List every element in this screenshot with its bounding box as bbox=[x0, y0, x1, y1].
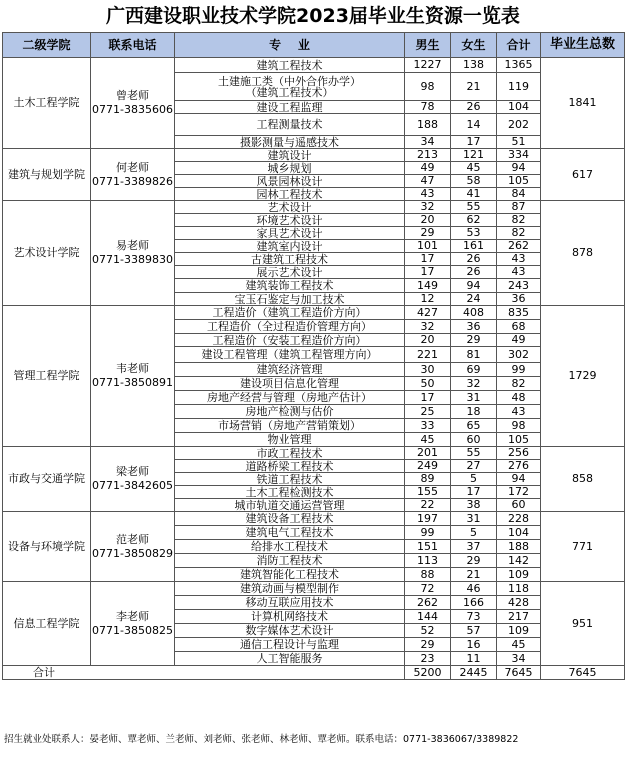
summary-empty bbox=[175, 666, 405, 680]
summary-label: 合计 bbox=[3, 666, 91, 680]
male-count: 29 bbox=[405, 227, 451, 240]
male-count: 78 bbox=[405, 101, 451, 114]
major-total: 188 bbox=[497, 540, 541, 554]
female-count: 73 bbox=[451, 610, 497, 624]
major-total: 243 bbox=[497, 279, 541, 293]
female-count: 36 bbox=[451, 320, 497, 334]
male-count: 149 bbox=[405, 279, 451, 293]
contact-name: 易老师 bbox=[116, 239, 149, 252]
header-total: 合计 bbox=[497, 33, 541, 58]
female-count: 29 bbox=[451, 554, 497, 568]
major-name: 建筑经济管理 bbox=[175, 363, 405, 377]
page-title: 广西建设职业技术学院2023届毕业生资源一览表 bbox=[106, 5, 520, 27]
female-count: 57 bbox=[451, 624, 497, 638]
major-name: 数字媒体艺术设计 bbox=[175, 624, 405, 638]
major-total: 98 bbox=[497, 419, 541, 433]
female-count: 69 bbox=[451, 363, 497, 377]
female-count: 31 bbox=[451, 512, 497, 526]
major-total: 82 bbox=[497, 227, 541, 240]
major-total: 1365 bbox=[497, 58, 541, 73]
female-count: 45 bbox=[451, 162, 497, 175]
major-name: 土建施工类（中外合作办学） （建筑工程技术） bbox=[175, 73, 405, 101]
male-count: 201 bbox=[405, 447, 451, 460]
male-count: 89 bbox=[405, 473, 451, 486]
male-count: 88 bbox=[405, 568, 451, 582]
college-name: 建筑与规划学院 bbox=[3, 149, 91, 201]
female-count: 53 bbox=[451, 227, 497, 240]
contact-phone: 0771-3842605 bbox=[92, 479, 173, 492]
male-count: 427 bbox=[405, 306, 451, 320]
major-name: 物业管理 bbox=[175, 433, 405, 447]
female-count: 11 bbox=[451, 652, 497, 666]
contact-cell bbox=[91, 582, 175, 666]
table-row bbox=[3, 58, 625, 73]
male-count: 49 bbox=[405, 162, 451, 175]
female-count: 41 bbox=[451, 188, 497, 201]
male-count: 151 bbox=[405, 540, 451, 554]
major-name: 建筑室内设计 bbox=[175, 240, 405, 253]
college-total: 771 bbox=[541, 512, 625, 582]
major-name: 市场营销（房地产营销策划） bbox=[175, 419, 405, 433]
male-count: 23 bbox=[405, 652, 451, 666]
contact-cell bbox=[91, 447, 175, 512]
table-row bbox=[3, 306, 625, 320]
female-count: 166 bbox=[451, 596, 497, 610]
header-grand-total: 毕业生总数 bbox=[541, 33, 625, 58]
college-total: 951 bbox=[541, 582, 625, 666]
male-count: 188 bbox=[405, 114, 451, 136]
contact-phone: 0771-3850891 bbox=[92, 376, 173, 389]
major-name: 家具艺术设计 bbox=[175, 227, 405, 240]
contact-cell bbox=[91, 149, 175, 201]
major-name: 通信工程设计与监理 bbox=[175, 638, 405, 652]
major-total: 109 bbox=[497, 624, 541, 638]
male-count: 32 bbox=[405, 320, 451, 334]
college-total: 1729 bbox=[541, 306, 625, 447]
contact-phone: 0771-3389826 bbox=[92, 174, 173, 188]
major-total: 82 bbox=[497, 377, 541, 391]
contact-cell bbox=[91, 512, 175, 582]
major-name: 建设工程管理（建筑工程管理方向） bbox=[175, 347, 405, 363]
female-count: 55 bbox=[451, 447, 497, 460]
major-total: 119 bbox=[497, 73, 541, 101]
table-row bbox=[3, 582, 625, 596]
major-name: 工程造价（建筑工程造价方向） bbox=[175, 306, 405, 320]
major-total: 94 bbox=[497, 473, 541, 486]
major-total: 94 bbox=[497, 162, 541, 175]
major-name: 城乡规划 bbox=[175, 162, 405, 175]
male-count: 213 bbox=[405, 149, 451, 162]
major-name: 建筑设计 bbox=[175, 149, 405, 162]
summary-male: 5200 bbox=[405, 666, 451, 680]
female-count: 94 bbox=[451, 279, 497, 293]
summary-female: 2445 bbox=[451, 666, 497, 680]
female-count: 18 bbox=[451, 405, 497, 419]
male-count: 50 bbox=[405, 377, 451, 391]
major-name: 宝玉石鉴定与加工技术 bbox=[175, 293, 405, 306]
major-name: 建筑动画与模型制作 bbox=[175, 582, 405, 596]
header-female: 女生 bbox=[451, 33, 497, 58]
female-count: 26 bbox=[451, 266, 497, 279]
contact-footer: 招生就业处联系人：晏老师、覃老师、兰老师、刘老师、张老师、林老师、覃老师。联系电话：0771-3836067/3389822 bbox=[4, 734, 519, 745]
major-name: 消防工程技术 bbox=[175, 554, 405, 568]
college-total: 858 bbox=[541, 447, 625, 512]
major-name: 计算机网络技术 bbox=[175, 610, 405, 624]
major-name: 人工智能服务 bbox=[175, 652, 405, 666]
contact-name: 曾老师 bbox=[116, 89, 149, 102]
header-major: 专 业 bbox=[175, 33, 405, 58]
major-name: 工程造价（全过程造价管理方向） bbox=[175, 320, 405, 334]
major-total: 105 bbox=[497, 175, 541, 188]
major-name: 风景园林设计 bbox=[175, 175, 405, 188]
table-row bbox=[3, 447, 625, 460]
male-count: 99 bbox=[405, 526, 451, 540]
major-total: 334 bbox=[497, 149, 541, 162]
major-total: 49 bbox=[497, 334, 541, 347]
major-name: 建设工程监理 bbox=[175, 101, 405, 114]
female-count: 24 bbox=[451, 293, 497, 306]
female-count: 21 bbox=[451, 73, 497, 101]
table-row bbox=[3, 149, 625, 162]
male-count: 249 bbox=[405, 460, 451, 473]
summary-grand-total: 7645 bbox=[541, 666, 625, 680]
major-name: 给排水工程技术 bbox=[175, 540, 405, 554]
college-name: 土木工程学院 bbox=[3, 58, 91, 149]
major-total: 217 bbox=[497, 610, 541, 624]
female-count: 38 bbox=[451, 499, 497, 512]
male-count: 33 bbox=[405, 419, 451, 433]
contact-phone: 0771-3850829 bbox=[92, 546, 173, 560]
contact-phone: 0771-3835606 bbox=[92, 103, 173, 116]
major-total: 87 bbox=[497, 201, 541, 214]
male-count: 20 bbox=[405, 334, 451, 347]
female-count: 55 bbox=[451, 201, 497, 214]
college-name: 设备与环境学院 bbox=[3, 512, 91, 582]
summary-row bbox=[3, 666, 625, 680]
female-count: 17 bbox=[451, 486, 497, 499]
major-total: 109 bbox=[497, 568, 541, 582]
female-count: 27 bbox=[451, 460, 497, 473]
college-name: 市政与交通学院 bbox=[3, 447, 91, 512]
male-count: 12 bbox=[405, 293, 451, 306]
major-total: 105 bbox=[497, 433, 541, 447]
major-name: 建筑电气工程技术 bbox=[175, 526, 405, 540]
female-count: 62 bbox=[451, 214, 497, 227]
major-name: 建筑智能化工程技术 bbox=[175, 568, 405, 582]
contact-phone: 0771-3850825 bbox=[92, 623, 173, 637]
major-total: 34 bbox=[497, 652, 541, 666]
male-count: 113 bbox=[405, 554, 451, 568]
major-name: 城市轨道交通运营管理 bbox=[175, 499, 405, 512]
female-count: 5 bbox=[451, 473, 497, 486]
male-count: 47 bbox=[405, 175, 451, 188]
major-name: 房地产检测与估价 bbox=[175, 405, 405, 419]
contact-name: 李老师 bbox=[116, 609, 149, 623]
major-total: 172 bbox=[497, 486, 541, 499]
major-total: 256 bbox=[497, 447, 541, 460]
female-count: 32 bbox=[451, 377, 497, 391]
major-total: 142 bbox=[497, 554, 541, 568]
major-total: 99 bbox=[497, 363, 541, 377]
major-total: 276 bbox=[497, 460, 541, 473]
male-count: 20 bbox=[405, 214, 451, 227]
major-name: 道路桥梁工程技术 bbox=[175, 460, 405, 473]
male-count: 43 bbox=[405, 188, 451, 201]
summary-total: 7645 bbox=[497, 666, 541, 680]
female-count: 46 bbox=[451, 582, 497, 596]
female-count: 26 bbox=[451, 253, 497, 266]
male-count: 144 bbox=[405, 610, 451, 624]
major-total: 835 bbox=[497, 306, 541, 320]
header-male: 男生 bbox=[405, 33, 451, 58]
major-name: 环境艺术设计 bbox=[175, 214, 405, 227]
female-count: 408 bbox=[451, 306, 497, 320]
major-name: 土木工程检测技术 bbox=[175, 486, 405, 499]
contact-name: 范老师 bbox=[116, 532, 149, 546]
male-count: 155 bbox=[405, 486, 451, 499]
male-count: 1227 bbox=[405, 58, 451, 73]
female-count: 161 bbox=[451, 240, 497, 253]
major-total: 51 bbox=[497, 136, 541, 149]
male-count: 29 bbox=[405, 638, 451, 652]
female-count: 65 bbox=[451, 419, 497, 433]
male-count: 197 bbox=[405, 512, 451, 526]
major-name: 展示艺术设计 bbox=[175, 266, 405, 279]
female-count: 5 bbox=[451, 526, 497, 540]
summary-empty bbox=[91, 666, 175, 680]
major-total: 48 bbox=[497, 391, 541, 405]
male-count: 45 bbox=[405, 433, 451, 447]
major-total: 36 bbox=[497, 293, 541, 306]
female-count: 37 bbox=[451, 540, 497, 554]
major-name: 工程造价（安装工程造价方向） bbox=[175, 334, 405, 347]
major-name: 建设项目信息化管理 bbox=[175, 377, 405, 391]
major-name: 建筑设备工程技术 bbox=[175, 512, 405, 526]
table-row bbox=[3, 201, 625, 214]
male-count: 30 bbox=[405, 363, 451, 377]
major-name: 园林工程技术 bbox=[175, 188, 405, 201]
major-name: 移动互联应用技术 bbox=[175, 596, 405, 610]
college-name: 艺术设计学院 bbox=[3, 201, 91, 306]
female-count: 121 bbox=[451, 149, 497, 162]
male-count: 17 bbox=[405, 266, 451, 279]
female-count: 60 bbox=[451, 433, 497, 447]
college-total: 617 bbox=[541, 149, 625, 201]
major-total: 68 bbox=[497, 320, 541, 334]
male-count: 98 bbox=[405, 73, 451, 101]
major-name: 市政工程技术 bbox=[175, 447, 405, 460]
major-total: 228 bbox=[497, 512, 541, 526]
female-count: 29 bbox=[451, 334, 497, 347]
major-total: 118 bbox=[497, 582, 541, 596]
major-name: 铁道工程技术 bbox=[175, 473, 405, 486]
major-total: 45 bbox=[497, 638, 541, 652]
contact-name: 梁老师 bbox=[116, 465, 149, 478]
male-count: 17 bbox=[405, 253, 451, 266]
male-count: 72 bbox=[405, 582, 451, 596]
major-total: 202 bbox=[497, 114, 541, 136]
female-count: 81 bbox=[451, 347, 497, 363]
major-total: 84 bbox=[497, 188, 541, 201]
major-name: 摄影测量与遥感技术 bbox=[175, 136, 405, 149]
major-total: 428 bbox=[497, 596, 541, 610]
contact-name: 韦老师 bbox=[116, 362, 149, 375]
major-total: 82 bbox=[497, 214, 541, 227]
female-count: 31 bbox=[451, 391, 497, 405]
contact-cell bbox=[91, 201, 175, 306]
college-name: 管理工程学院 bbox=[3, 306, 91, 447]
major-name: 古建筑工程技术 bbox=[175, 253, 405, 266]
female-count: 26 bbox=[451, 101, 497, 114]
major-name: 房地产经营与管理（房地产估计） bbox=[175, 391, 405, 405]
college-total: 878 bbox=[541, 201, 625, 306]
contact-cell bbox=[91, 306, 175, 447]
table-body bbox=[3, 58, 625, 680]
male-count: 17 bbox=[405, 391, 451, 405]
college-name: 信息工程学院 bbox=[3, 582, 91, 666]
male-count: 32 bbox=[405, 201, 451, 214]
major-total: 43 bbox=[497, 253, 541, 266]
table-row bbox=[3, 512, 625, 526]
major-total: 302 bbox=[497, 347, 541, 363]
female-count: 17 bbox=[451, 136, 497, 149]
college-total: 1841 bbox=[541, 58, 625, 149]
header-college: 二级学院 bbox=[3, 33, 91, 58]
female-count: 21 bbox=[451, 568, 497, 582]
header-phone: 联系电话 bbox=[91, 33, 175, 58]
table-header-row bbox=[3, 33, 625, 58]
male-count: 25 bbox=[405, 405, 451, 419]
major-total: 104 bbox=[497, 101, 541, 114]
major-name: 工程测量技术 bbox=[175, 114, 405, 136]
major-total: 262 bbox=[497, 240, 541, 253]
major-total: 43 bbox=[497, 405, 541, 419]
major-name: 建筑工程技术 bbox=[175, 58, 405, 73]
major-total: 60 bbox=[497, 499, 541, 512]
major-total: 104 bbox=[497, 526, 541, 540]
female-count: 16 bbox=[451, 638, 497, 652]
female-count: 138 bbox=[451, 58, 497, 73]
contact-phone: 0771-3389830 bbox=[92, 253, 173, 266]
female-count: 14 bbox=[451, 114, 497, 136]
major-name: 建筑装饰工程技术 bbox=[175, 279, 405, 293]
male-count: 221 bbox=[405, 347, 451, 363]
major-total: 43 bbox=[497, 266, 541, 279]
female-count: 58 bbox=[451, 175, 497, 188]
contact-name: 何老师 bbox=[116, 160, 149, 174]
graduate-table bbox=[2, 32, 625, 680]
major-name: 艺术设计 bbox=[175, 201, 405, 214]
male-count: 52 bbox=[405, 624, 451, 638]
male-count: 22 bbox=[405, 499, 451, 512]
male-count: 101 bbox=[405, 240, 451, 253]
male-count: 34 bbox=[405, 136, 451, 149]
male-count: 262 bbox=[405, 596, 451, 610]
contact-cell bbox=[91, 58, 175, 149]
